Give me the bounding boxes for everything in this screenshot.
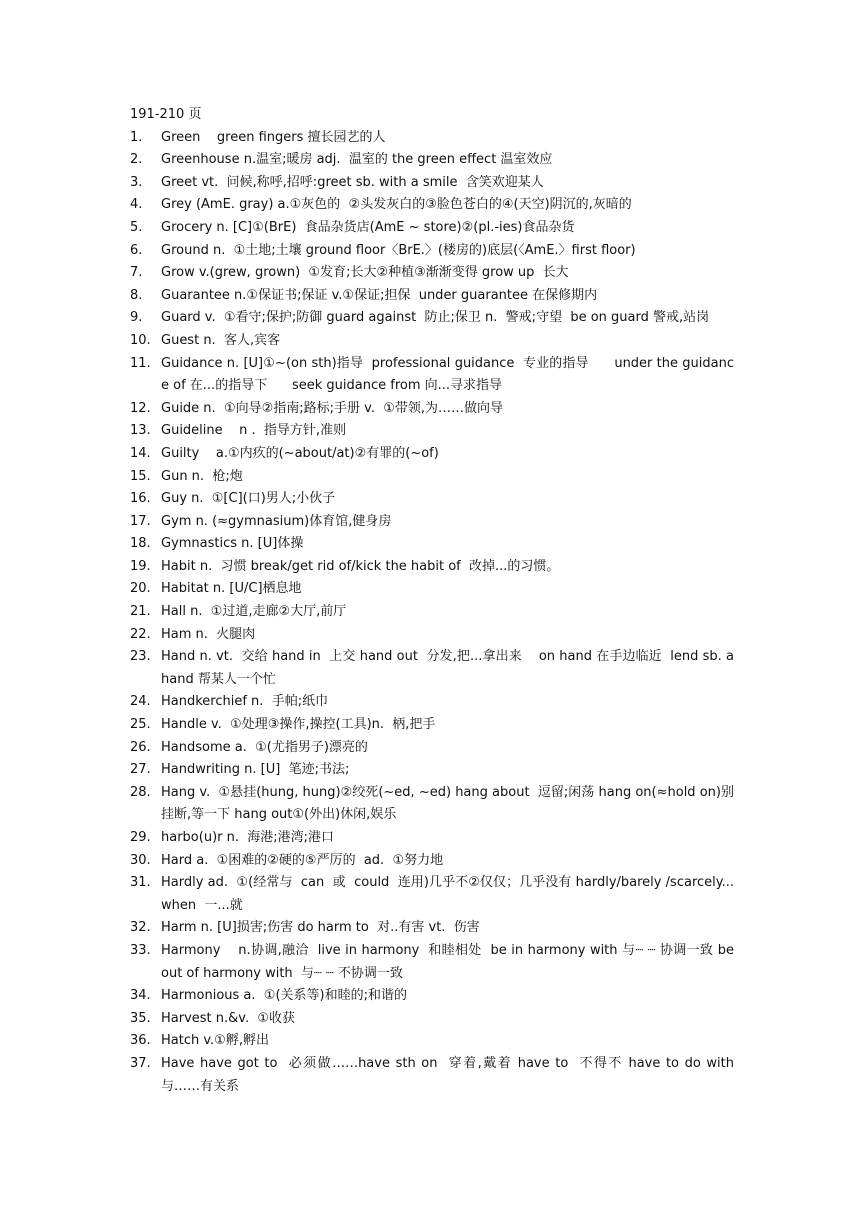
vocabulary-entry: [130, 307, 734, 330]
vocabulary-entry: [130, 466, 734, 489]
entry-definition: Gym n. (≈gymnasium)体育馆,健身房: [161, 513, 392, 529]
entry-number: 14.: [130, 445, 151, 461]
entry-definition: Habitat n. [U/C]栖息地: [161, 581, 302, 597]
vocabulary-entry: [130, 511, 734, 534]
entry-definition: Gun n. 枪;炮: [161, 468, 243, 484]
entry-definition: Greenhouse n.温室;暖房 adj. 温室的 the green effect 温室效应: [161, 152, 553, 168]
entry-definition: Guy n. ①[C](口)男人;小伙子: [161, 491, 336, 507]
vocabulary-entry: [130, 759, 734, 782]
entry-definition: Hatch v.①孵,孵出: [161, 1033, 269, 1049]
entry-number: 35.: [130, 1010, 151, 1026]
page-range-heading: 191-210 页: [130, 107, 202, 122]
entry-definition: Guest n. 客人,宾客: [161, 332, 281, 348]
vocabulary-entry: [130, 1053, 734, 1098]
entry-definition: Harvest n.&v. ①收获: [161, 1010, 296, 1026]
vocabulary-entry: [130, 624, 734, 647]
vocabulary-entry: [130, 985, 734, 1008]
entry-number: 9.: [130, 310, 143, 326]
vocabulary-entry: [130, 488, 734, 511]
entry-definition: Guidance n. [U]①~(on sth)指导 professional guidance 专业的指导 under the guidance of 在...的指导下 seek guidance from 向...寻求指导: [161, 355, 734, 394]
entry-number: 26.: [130, 739, 151, 755]
entry-number: 23.: [130, 649, 151, 665]
entry-number: 12.: [130, 400, 151, 416]
vocabulary-entry: [130, 149, 734, 172]
entry-number: 27.: [130, 762, 151, 778]
vocabulary-entry: [130, 556, 734, 579]
entry-definition: Green green fingers 擅长园艺的人: [161, 129, 386, 145]
vocabulary-entry: [130, 940, 734, 985]
entry-number: 20.: [130, 581, 151, 597]
entry-number: 22.: [130, 626, 151, 642]
vocabulary-entry: [130, 601, 734, 624]
vocabulary-entry: [130, 827, 734, 850]
entry-number: 1.: [130, 129, 143, 145]
entry-definition: harbo(u)r n. 海港;港湾;港口: [161, 830, 335, 845]
vocabulary-entry: [130, 691, 734, 714]
entry-number: 5.: [130, 219, 143, 235]
entry-definition: Guideline n . 指导方针,准则: [161, 423, 347, 439]
entry-definition: Handwriting n. [U] 笔迹;书法;: [161, 762, 350, 778]
entry-number: 7.: [130, 265, 143, 281]
entry-definition: Greet vt. 问候,称呼,招呼:greet sb. with a smile 含笑欢迎某人: [161, 174, 544, 190]
entry-definition: Have have got to 必须做……have sth on 穿着,戴着 have to 不得不 have to do with 与……有关系: [161, 1055, 734, 1094]
entry-number: 19.: [130, 558, 151, 574]
entry-definition: Ham n. 火腿肉: [161, 626, 256, 642]
entry-definition: Habit n. 习惯 break/get rid of/kick the habit of 改掉...的习惯。: [161, 558, 560, 574]
entry-number: 31.: [130, 875, 151, 891]
vocabulary-entry: [130, 578, 734, 601]
entry-number: 10.: [130, 332, 151, 348]
entry-number: 16.: [130, 491, 151, 507]
entry-number: 6.: [130, 242, 143, 258]
entry-definition: Hang v. ①悬挂(hung, hung)②绞死(~ed, ~ed) hang about 逗留;闲荡 hang on(≈hold on)别挂断,等一下 hang out①(外出)休闲,娱乐: [161, 784, 734, 823]
vocabulary-entry: [130, 917, 734, 940]
entry-definition: Ground n. ①土地;土壤 ground floor〈BrE.〉(楼房的)底层(〈AmE.〉first floor): [161, 242, 636, 258]
vocabulary-entry: [130, 714, 734, 737]
entry-definition: Hand n. vt. 交给 hand in 上交 hand out 分发,把...拿出来 on hand 在手边临近 lend sb. a hand 帮某人一个忙: [161, 649, 734, 687]
vocabulary-entry: [130, 533, 734, 556]
entry-definition: Harmony n.协调,融洽 live in harmony 和睦相处 be in harmony with 与┈ ┈ 协调一致 be out of harmony with 与┈ ┈ 不协调一致: [161, 942, 734, 981]
entry-definition: Handsome a. ①(尤指男子)漂亮的: [161, 739, 368, 755]
vocabulary-entry: [130, 330, 734, 353]
entry-number: 2.: [130, 152, 143, 168]
entry-number: 25.: [130, 717, 151, 733]
entry-definition: Handkerchief n. 手帕;纸巾: [161, 694, 329, 710]
vocabulary-entry: [130, 127, 734, 150]
entry-number: 11.: [130, 355, 151, 371]
entry-number: 17.: [130, 513, 151, 529]
vocabulary-entry: [130, 850, 734, 873]
vocabulary-entry: [130, 217, 734, 240]
entry-definition: Guarantee n.①保证书;保证 v.①保证;担保 under guarantee 在保修期内: [161, 287, 598, 303]
entry-number: 15.: [130, 468, 151, 484]
vocabulary-entry: [130, 737, 734, 760]
entry-definition: Hard a. ①困难的②硬的⑤严厉的 ad. ①努力地: [161, 852, 444, 868]
entry-number: 36.: [130, 1033, 151, 1049]
entry-definition: Guard v. ①看守;保护;防御 guard against 防止;保卫 n. 警戒;守望 be on guard 警戒,站岗: [161, 310, 710, 326]
entry-definition: Grey (AmE. gray) a.①灰色的 ②头发灰白的③脸色苍白的④(天空)阴沉的,灰暗的: [161, 197, 632, 213]
vocabulary-entry: [130, 443, 734, 466]
entry-definition: Guide n. ①向导②指南;路标;手册 v. ①带领,为……做向导: [161, 400, 504, 416]
vocabulary-entry: [130, 398, 734, 421]
entry-definition: Handle v. ①处理③操作,操控(工具)n. 柄,把手: [161, 717, 436, 733]
entry-number: 28.: [130, 784, 151, 800]
vocabulary-entry: [130, 646, 734, 691]
entry-definition: Grow v.(grew, grown) ①发育;长大②种植③渐渐变得 grow up 长大: [161, 265, 569, 281]
entry-number: 3.: [130, 174, 143, 190]
entry-number: 29.: [130, 830, 151, 845]
entry-number: 4.: [130, 197, 143, 213]
entry-definition: Gymnastics n. [U]体操: [161, 536, 304, 552]
vocabulary-entry: [130, 782, 734, 827]
entry-number: 37.: [130, 1055, 151, 1071]
entry-definition: Harmonious a. ①(关系等)和睦的;和谐的: [161, 988, 407, 1004]
entry-number: 34.: [130, 988, 151, 1004]
entry-number: 8.: [130, 287, 143, 303]
entry-number: 32.: [130, 920, 151, 936]
vocabulary-entry: [130, 172, 734, 195]
vocabulary-entry: [130, 420, 734, 443]
entry-number: 30.: [130, 852, 151, 868]
entry-number: 18.: [130, 536, 151, 552]
vocabulary-entry: [130, 194, 734, 217]
document-body: [130, 104, 734, 1098]
entry-definition: Hall n. ①过道,走廊②大厅,前厅: [161, 604, 347, 620]
entry-definition: Guilty a.①内疚的(~about/at)②有罪的(~of): [161, 445, 439, 461]
vocabulary-entry: [130, 353, 734, 398]
vocabulary-entry: [130, 240, 734, 263]
vocabulary-entry: [130, 1030, 734, 1053]
entry-number: 24.: [130, 694, 151, 710]
entry-definition: Harm n. [U]损害;伤害 do harm to 对..有害 vt. 伤害: [161, 920, 480, 936]
entry-definition: Hardly ad. ①(经常与 can 或 could 连用)几乎不②仅仅；几乎没有 hardly/barely /scarcely...when 一...就: [161, 875, 734, 913]
entry-number: 13.: [130, 423, 151, 439]
vocabulary-entry: [130, 262, 734, 285]
vocabulary-entry: [130, 872, 734, 917]
vocabulary-entry: [130, 1008, 734, 1031]
vocabulary-list: [130, 127, 734, 1099]
entry-number: 33.: [130, 942, 151, 958]
entry-definition: Grocery n. [C]①(BrE) 食品杂货店(AmE ~ store)②(pl.-ies)食品杂货: [161, 219, 575, 235]
vocabulary-entry: [130, 285, 734, 308]
entry-number: 21.: [130, 604, 151, 620]
